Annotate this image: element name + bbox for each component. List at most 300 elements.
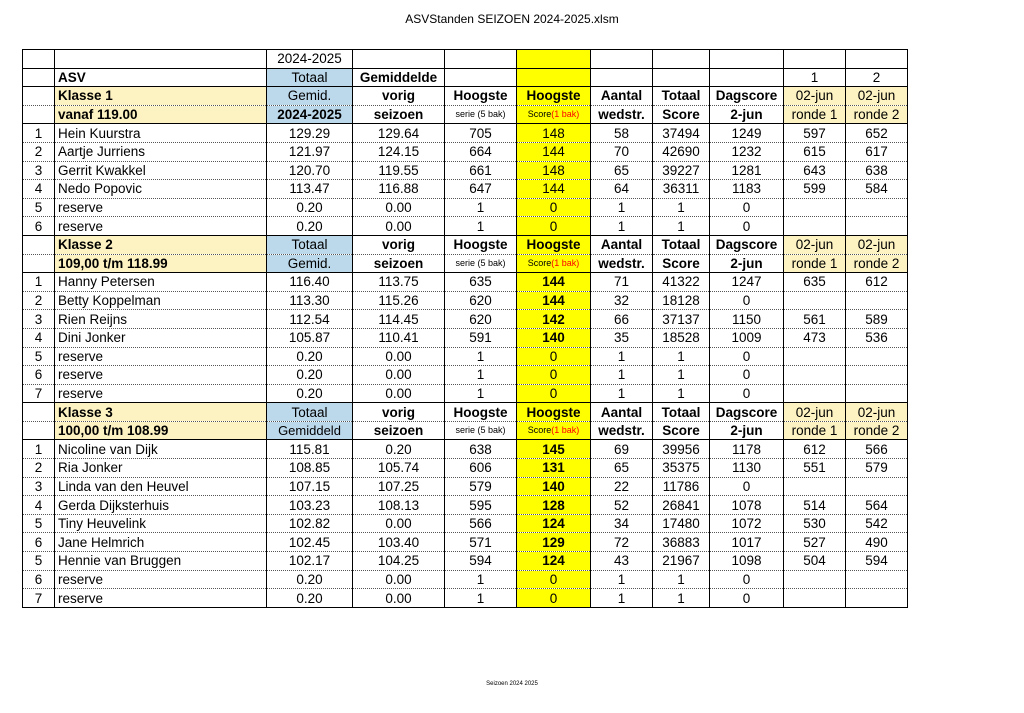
average-cell: 0.20 [267,217,353,236]
dagscore-header: Dagscore [710,87,784,106]
previous-season-cell: 107.25 [353,477,445,496]
previous-season-cell: 116.88 [353,180,445,199]
previous-season-cell: 105.74 [353,459,445,478]
table-row [23,533,908,552]
matches-cell: 1 [591,217,653,236]
dagscore-header: Dagscore [710,403,784,422]
table-row [23,180,908,199]
round-1-cell: 635 [784,273,846,292]
rank-cell: 6 [23,570,55,589]
player-name: Hennie van Bruggen [55,552,267,571]
highest-series-cell: 664 [445,142,517,161]
bak-note: (1 bak) [551,425,580,436]
average-cell: 129.29 [267,124,353,143]
day-score-cell: 0 [710,477,784,496]
round-2-cell [846,589,908,608]
average-cell: 120.70 [267,161,353,180]
previous-season-cell: 113.75 [353,273,445,292]
matches-cell: 1 [591,570,653,589]
table-row [23,328,908,347]
player-name: reserve [55,217,267,236]
wedstr-header: wedstr. [591,254,653,273]
round-1-cell: 551 [784,459,846,478]
class-name: Klasse 3 [55,403,267,422]
average-cell: 102.82 [267,514,353,533]
date-header-1: 02-jun [784,403,846,422]
highest-score-cell: 128 [517,496,591,515]
previous-season-cell: 0.00 [353,570,445,589]
vorig-header: vorig [353,235,445,254]
table-row [23,552,908,571]
round-2-cell: 589 [846,310,908,329]
totaal-header: Totaal [267,403,353,422]
aantal-header: Aantal [591,403,653,422]
highest-series-cell: 1 [445,384,517,403]
class-range: 100,00 t/m 108.99 [55,421,267,440]
highest-score-cell: 0 [517,366,591,385]
blank-cell [23,105,55,124]
rank-cell: 5 [23,552,55,571]
rank-cell: 5 [23,347,55,366]
day-score-cell: 0 [710,366,784,385]
dag-header: 2-jun [710,254,784,273]
day-score-cell: 1009 [710,328,784,347]
date-header-1: 02-jun [784,87,846,106]
table-row [23,161,908,180]
score-header: Score [653,421,710,440]
average-cell: 102.45 [267,533,353,552]
table-row [23,496,908,515]
blank-cell [23,254,55,273]
round-1-cell: 597 [784,124,846,143]
total-score-cell: 37137 [653,310,710,329]
previous-season-cell: 0.00 [353,384,445,403]
klasse1-header-row-2 [23,105,908,124]
hoogste-score-header: Hoogste [517,403,591,422]
rank-cell: 5 [23,198,55,217]
score-word: Score [527,257,552,268]
day-score-cell: 1017 [710,533,784,552]
score-header: Score [653,105,710,124]
klasse2-header-row-2 [23,254,908,273]
rank-cell: 3 [23,161,55,180]
average-cell: 0.20 [267,347,353,366]
total-score-cell: 41322 [653,273,710,292]
highest-series-cell: 1 [445,347,517,366]
hoogste-serie-header: Hoogste [445,235,517,254]
table-body [23,50,908,608]
ronde-number-1: 1 [784,68,846,87]
average-cell: 115.81 [267,440,353,459]
day-score-cell: 0 [710,198,784,217]
highest-series-cell: 1 [445,198,517,217]
highest-series-cell: 1 [445,589,517,608]
blank-cell [23,403,55,422]
average-cell: 121.97 [267,142,353,161]
score-1bak-header [517,421,591,440]
round-2-cell: 617 [846,142,908,161]
totaal-score-header: Totaal [653,87,710,106]
table-row [23,459,908,478]
round-1-cell [784,291,846,310]
round-2-cell: 638 [846,161,908,180]
day-score-cell: 1072 [710,514,784,533]
ronde-1-header: ronde 1 [784,421,846,440]
total-score-cell: 36883 [653,533,710,552]
score-1bak-header [517,105,591,124]
player-name: Linda van den Heuvel [55,477,267,496]
score-word: Score [527,109,552,120]
round-2-cell [846,198,908,217]
totaal-score-header: Totaal [653,403,710,422]
rank-cell: 7 [23,589,55,608]
round-2-cell: 612 [846,273,908,292]
round-2-cell: 490 [846,533,908,552]
dag-header: 2-jun [710,105,784,124]
highest-series-cell: 620 [445,310,517,329]
previous-season-cell: 0.00 [353,366,445,385]
previous-season-cell: 103.40 [353,533,445,552]
average-cell: 108.85 [267,459,353,478]
average-cell: 0.20 [267,589,353,608]
ronde-2-header: ronde 2 [846,254,908,273]
matches-cell: 34 [591,514,653,533]
vorig-header: vorig [353,87,445,106]
highest-series-cell: 1 [445,366,517,385]
day-score-cell: 1232 [710,142,784,161]
highest-score-cell: 0 [517,570,591,589]
matches-cell: 22 [591,477,653,496]
average-cell: 0.20 [267,366,353,385]
table-row [23,570,908,589]
round-1-cell [784,384,846,403]
rank-cell: 5 [23,514,55,533]
player-name: Jane Helmrich [55,533,267,552]
rank-cell: 6 [23,217,55,236]
hoogste-serie-header: Hoogste [445,403,517,422]
highest-score-cell: 0 [517,589,591,608]
player-name: reserve [55,384,267,403]
round-1-cell: 504 [784,552,846,571]
class-name: Klasse 2 [55,235,267,254]
matches-cell: 58 [591,124,653,143]
total-score-cell: 21967 [653,552,710,571]
round-2-cell: 584 [846,180,908,199]
player-name: Tiny Heuvelink [55,514,267,533]
class-range: vanaf 119.00 [55,105,267,124]
klasse2-header-row-1 [23,235,908,254]
rank-cell: 3 [23,310,55,329]
table-row [23,589,908,608]
day-score-cell: 0 [710,384,784,403]
highest-score-cell: 144 [517,273,591,292]
round-1-cell: 615 [784,142,846,161]
highest-series-cell: 635 [445,273,517,292]
total-score-cell: 35375 [653,459,710,478]
previous-season-cell: 114.45 [353,310,445,329]
ronde-1-header: ronde 1 [784,105,846,124]
matches-cell: 1 [591,384,653,403]
rank-cell: 6 [23,366,55,385]
hoogste-score-header: Hoogste [517,87,591,106]
player-name: reserve [55,198,267,217]
highest-series-cell: 1 [445,217,517,236]
day-score-cell: 1078 [710,496,784,515]
rank-cell: 6 [23,533,55,552]
class-range: 109,00 t/m 118.99 [55,254,267,273]
dag-header: 2-jun [710,421,784,440]
average-cell: 107.15 [267,477,353,496]
round-2-cell [846,384,908,403]
matches-cell: 35 [591,328,653,347]
date-header-1: 02-jun [784,235,846,254]
round-1-cell [784,366,846,385]
previous-season-cell: 0.20 [353,440,445,459]
highest-score-cell: 0 [517,384,591,403]
table-row [23,142,908,161]
day-score-cell: 0 [710,347,784,366]
previous-season-cell: 0.00 [353,347,445,366]
table-row [23,347,908,366]
matches-cell: 1 [591,347,653,366]
player-name: Hanny Petersen [55,273,267,292]
header-row-asv [23,68,908,87]
average-cell: 0.20 [267,384,353,403]
total-score-cell: 37494 [653,124,710,143]
highest-score-cell: 140 [517,477,591,496]
previous-season-cell: 115.26 [353,291,445,310]
gemid-header: Gemid. [267,87,353,106]
round-1-cell: 561 [784,310,846,329]
round-1-cell [784,477,846,496]
vorig-header: vorig [353,403,445,422]
day-score-cell: 1183 [710,180,784,199]
round-2-cell [846,291,908,310]
total-score-cell: 17480 [653,514,710,533]
rank-cell: 4 [23,328,55,347]
highest-series-cell: 566 [445,514,517,533]
blank-cell [23,235,55,254]
round-2-cell: 566 [846,440,908,459]
matches-cell: 65 [591,459,653,478]
totaal-header: Totaal [267,235,353,254]
rank-cell: 2 [23,142,55,161]
date-header-2: 02-jun [846,403,908,422]
average-cell: 113.30 [267,291,353,310]
score-1bak-header [517,254,591,273]
highest-series-cell: 620 [445,291,517,310]
total-score-cell: 18128 [653,291,710,310]
round-1-cell [784,570,846,589]
table-row [23,217,908,236]
score-header: Score [653,254,710,273]
seizoen-header: seizoen [353,421,445,440]
round-1-cell [784,198,846,217]
ronde-number-2: 2 [846,68,908,87]
document-title: ASVStanden SEIZOEN 2024-2025.xlsm [405,12,619,26]
previous-season-cell: 119.55 [353,161,445,180]
previous-season-cell: 0.00 [353,514,445,533]
hoogste-score-header: Hoogste [517,235,591,254]
round-1-cell: 530 [784,514,846,533]
highest-series-cell: 638 [445,440,517,459]
table-row [23,514,908,533]
total-score-cell: 1 [653,589,710,608]
highest-series-cell: 705 [445,124,517,143]
total-score-cell: 36311 [653,180,710,199]
highest-score-cell: 0 [517,217,591,236]
highest-score-cell: 131 [517,459,591,478]
table-row [23,440,908,459]
rank-cell: 4 [23,180,55,199]
table-row [23,291,908,310]
previous-season-cell: 129.64 [353,124,445,143]
totaal-score-header: Totaal [653,235,710,254]
player-name: reserve [55,347,267,366]
highest-series-cell: 606 [445,459,517,478]
player-name: Nedo Popovic [55,180,267,199]
previous-season-cell: 104.25 [353,552,445,571]
round-1-cell: 473 [784,328,846,347]
gemid-header: Gemid. [267,254,353,273]
rank-cell: 7 [23,384,55,403]
previous-season-cell: 0.00 [353,589,445,608]
day-score-cell: 1247 [710,273,784,292]
day-score-cell: 1150 [710,310,784,329]
average-cell: 113.47 [267,180,353,199]
player-name: reserve [55,366,267,385]
aantal-header: Aantal [591,235,653,254]
highest-series-cell: 661 [445,161,517,180]
header-row-season [23,50,908,69]
day-score-cell: 0 [710,217,784,236]
highest-score-cell: 0 [517,347,591,366]
total-score-cell: 42690 [653,142,710,161]
hoogste-serie-header: Hoogste [445,87,517,106]
wedstr-header: wedstr. [591,421,653,440]
player-name: Hein Kuurstra [55,124,267,143]
player-name: Gerda Dijksterhuis [55,496,267,515]
club-name: ASV [55,68,267,87]
round-2-cell: 652 [846,124,908,143]
round-2-cell [846,347,908,366]
matches-cell: 65 [591,161,653,180]
rank-cell: 2 [23,459,55,478]
serie-header: serie (5 bak) [445,105,517,124]
matches-cell: 1 [591,198,653,217]
wedstr-header: wedstr. [591,105,653,124]
player-name: Rien Reijns [55,310,267,329]
previous-season-cell: 0.00 [353,198,445,217]
table-row [23,366,908,385]
player-name: Nicoline van Dijk [55,440,267,459]
gemiddeld-header: Gemiddeld [267,421,353,440]
aantal-header: Aantal [591,87,653,106]
klasse3-header-row-1 [23,403,908,422]
previous-season-cell: 110.41 [353,328,445,347]
highest-score-cell: 144 [517,291,591,310]
day-score-cell: 1178 [710,440,784,459]
day-score-cell: 1281 [710,161,784,180]
class-name: Klasse 1 [55,87,267,106]
gemiddelde-header: Gemiddelde [353,68,445,87]
day-score-cell: 1130 [710,459,784,478]
klasse1-header-row-1 [23,87,908,106]
player-name: Aartje Jurriens [55,142,267,161]
score-word: Score [527,425,552,436]
matches-cell: 1 [591,366,653,385]
bak-note: (1 bak) [551,257,580,268]
matches-cell: 32 [591,291,653,310]
day-score-cell: 1098 [710,552,784,571]
rank-cell: 4 [23,496,55,515]
average-cell: 105.87 [267,328,353,347]
table-row [23,310,908,329]
table-row [23,273,908,292]
round-2-cell: 542 [846,514,908,533]
matches-cell: 64 [591,180,653,199]
player-name: Betty Koppelman [55,291,267,310]
average-cell: 0.20 [267,570,353,589]
rank-cell: 1 [23,124,55,143]
day-score-cell: 0 [710,589,784,608]
round-1-cell: 643 [784,161,846,180]
previous-season-cell: 108.13 [353,496,445,515]
table-row [23,384,908,403]
average-cell: 112.54 [267,310,353,329]
round-2-cell [846,217,908,236]
round-1-cell: 612 [784,440,846,459]
previous-season-cell: 124.15 [353,142,445,161]
document-footer: Seizoen 2024 2025 [486,681,538,687]
round-2-cell: 536 [846,328,908,347]
player-name: reserve [55,570,267,589]
highest-score-cell: 124 [517,514,591,533]
matches-cell: 70 [591,142,653,161]
round-1-cell [784,347,846,366]
dagscore-header: Dagscore [710,235,784,254]
round-2-cell [846,570,908,589]
total-score-cell: 39227 [653,161,710,180]
table-row [23,477,908,496]
highest-score-cell: 0 [517,198,591,217]
ronde-1-header: ronde 1 [784,254,846,273]
total-score-cell: 26841 [653,496,710,515]
round-1-cell: 514 [784,496,846,515]
total-score-cell: 1 [653,366,710,385]
blank-cell [23,87,55,106]
highest-series-cell: 647 [445,180,517,199]
previous-season-cell: 0.00 [353,217,445,236]
average-cell: 116.40 [267,273,353,292]
matches-cell: 71 [591,273,653,292]
total-score-cell: 1 [653,570,710,589]
matches-cell: 52 [591,496,653,515]
highest-score-cell: 148 [517,161,591,180]
day-score-cell: 0 [710,570,784,589]
ronde-2-header: ronde 2 [846,105,908,124]
round-1-cell [784,217,846,236]
standings-table [22,49,908,608]
matches-cell: 72 [591,533,653,552]
bak-note: (1 bak) [551,109,580,120]
highest-series-cell: 594 [445,552,517,571]
round-1-cell [784,589,846,608]
highest-series-cell: 1 [445,570,517,589]
player-name: Ria Jonker [55,459,267,478]
serie-header: serie (5 bak) [445,421,517,440]
matches-cell: 69 [591,440,653,459]
